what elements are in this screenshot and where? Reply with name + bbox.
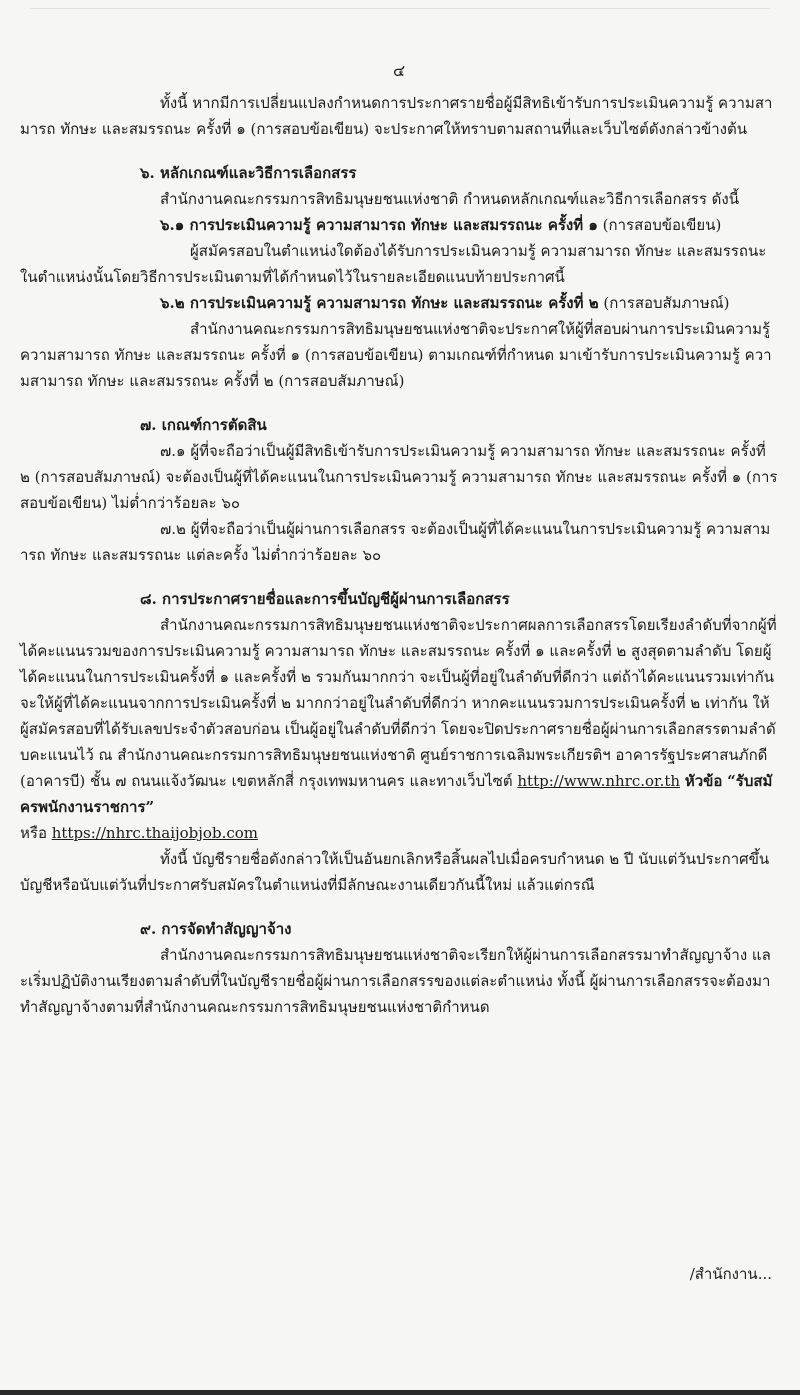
section-7-2: ๗.๒ ผู้ที่จะถือว่าเป็นผู้ผ่านการเลือกสรร จะต้องเป็นผู้ที่ได้คะแนนในการประเมินความรู้ ความสามารถ ทักษะ และสมรรถนะ แต่ละครั้ง ไม่ต่ำกว่าร้อยละ ๖๐	[20, 520, 771, 564]
section-6-1-heading	[20, 212, 778, 238]
section-6-body: สำนักงานคณะกรรมการสิทธิมนุษยชนแห่งชาติ กำหนดหลักเกณฑ์และวิธีการเลือกสรร ดังนี้	[160, 190, 739, 208]
section-8-text: สำนักงานคณะกรรมการสิทธิมนุษยชนแห่งชาติจะประกาศผลการเลือกสรรโดยเรียงลำดับที่จากผู้ที่ได้คะแนนรวมของการประเมินความรู้ ความสามารถ ทักษะ และสมรรถนะ ครั้งที่ ๑ และครั้งที่ ๒ สูงสุดตามลำดับ โดยผู้ได้คะแนนในการประเมินครั้งที่ ๑ และครั้งที่ ๒ รวมกันมากกว่า จะเป็นผู้ที่อยู่ในลำดับที่ดีกว่า แต่ถ้าได้คะแนนรวมเท่ากัน จะให้ผู้ที่ได้คะแนนจากการประเมินครั้งที่ ๒ มากกว่าอยู่ในลำดับที่ดีกว่า หากคะแนนรวมการประเมินครั้งที่ ๒ เท่ากัน ให้ผู้สมัครสอบที่ได้รับเลขประจำตัวสอบก่อน เป็นผู้อยู่ในลำดับที่ดีกว่า โดยจะปิดประกาศรายชื่อผู้ผ่านการเลือกสรรตามลำดับคะแนนไว้ ณ สำนักงานคณะกรรมการสิทธิมนุษยชนแห่งชาติ ศูนย์ราชการเฉลิมพระเกียรติฯ อาคารรัฐประศาสนภักดี (อาคารบี) ชั้น ๗ ถนนแจ้งวัฒนะ เขตหลักสี่ กรุงเทพมหานคร และทางเว็บไซต์	[20, 616, 777, 790]
intro-paragraph: ทั้งนี้ หากมีการเปลี่ยนแปลงกำหนดการประกาศรายชื่อผู้มีสิทธิเข้ารับการประเมินความรู้ ความสามารถ ทักษะ และสมรรถนะ ครั้งที่ ๑ (การสอบข้อเขียน) จะประกาศให้ทราบตามสถานที่และเว็บไซต์ดังกล่าวข้างต้น	[20, 94, 773, 138]
section-8-alt-link-line	[20, 820, 778, 846]
section-9-title: ๙. การจัดทำสัญญาจ้าง	[140, 920, 292, 938]
page-number: ๔	[392, 61, 406, 80]
section-6-1-note: (การสอบข้อเขียน)	[602, 216, 722, 234]
section-7-1: ๗.๑ ผู้ที่จะถือว่าเป็นผู้มีสิทธิเข้ารับการประเมินความรู้ ความสามารถ ทักษะ และสมรรถนะ ครั้งที่ ๒ (การสอบสัมภาษณ์) จะต้องเป็นผู้ที่ได้คะแนนในการประเมินความรู้ ความสามารถ ทักษะ และสมรรถนะ ครั้งที่ ๑ (การสอบข้อเขียน) ไม่ต่ำกว่าร้อยละ ๖๐	[20, 442, 778, 512]
section-6-1-body: ผู้สมัครสอบในตำแหน่งใดต้องได้รับการประเมินความรู้ ความสามารถ ทักษะ และสมรรถนะ ในตำแหน่งนั้นโดยวิธีการประเมินตามที่ได้กำหนดไว้ในรายละเอียดแนบท้ายประกาศนี้	[20, 242, 767, 286]
thaijobjob-link[interactable]: https://nhrc.thaijobjob.com	[51, 824, 258, 842]
topic-label: หัวข้อ	[684, 772, 723, 790]
section-6-2-title: ๖.๒ การประเมินความรู้ ความสามารถ ทักษะ และสมรรถนะ ครั้งที่ ๒	[160, 294, 599, 312]
scan-top-edge	[30, 0, 770, 9]
scan-bottom-edge	[0, 1390, 800, 1395]
document-page	[20, 58, 778, 1020]
section-6-2-heading	[20, 290, 778, 316]
section-6-2-body: สำนักงานคณะกรรมการสิทธิมนุษยชนแห่งชาติจะประกาศให้ผู้ที่สอบผ่านการประเมินความรู้ ความสามารถ ทักษะ และสมรรถนะ ครั้งที่ ๑ (การสอบข้อเขียน) ตามเกณฑ์ที่กำหนด มาเข้ารับการประเมินความรู้ ความสามารถ ทักษะ และสมรรถนะ ครั้งที่ ๒ (การสอบสัมภาษณ์)	[20, 320, 772, 390]
section-8-title: ๘. การประกาศรายชื่อและการขึ้นบัญชีผู้ผ่านการเลือกสรร	[140, 590, 510, 608]
section-8-body	[20, 612, 778, 820]
topic-title: “รับสมัครพนักงานราชการ”	[20, 772, 773, 816]
or-text: หรือ	[20, 824, 47, 842]
section-8-body-2: ทั้งนี้ บัญชีรายชื่อดังกล่าวให้เป็นอันยกเลิกหรือสิ้นผลไปเมื่อครบกำหนด ๒ ปี นับแต่วันประกาศขึ้นบัญชีหรือนับแต่วันที่ประกาศรับสมัครในตำแหน่งที่มีลักษณะงานเดียวกันนี้ใหม่ แล้วแต่กรณี	[20, 850, 770, 894]
nhrc-website-link[interactable]: http://www.nhrc.or.th	[517, 772, 681, 790]
section-6-title: ๖. หลักเกณฑ์และวิธีการเลือกสรร	[140, 164, 357, 182]
section-6-1-title: ๖.๑ การประเมินความรู้ ความสามารถ ทักษะ และสมรรถนะ ครั้งที่ ๑	[160, 216, 598, 234]
section-6-2-note: (การสอบสัมภาษณ์)	[603, 294, 730, 312]
continuation-note: /สำนักงาน...	[689, 1265, 772, 1283]
section-7-title: ๗. เกณฑ์การตัดสิน	[140, 416, 267, 434]
section-9-body: สำนักงานคณะกรรมการสิทธิมนุษยชนแห่งชาติจะเรียกให้ผู้ผ่านการเลือกสรรมาทำสัญญาจ้าง และเริ่มปฏิบัติงานเรียงตามลำดับที่ในบัญชีรายชื่อผู้ผ่านการเลือกสรรของแต่ละตำแหน่ง ทั้งนี้ ผู้ผ่านการเลือกสรรจะต้องมาทำสัญญาจ้างตามที่สำนักงานคณะกรรมการสิทธิมนุษยชนแห่งชาติกำหนด	[20, 946, 771, 1016]
